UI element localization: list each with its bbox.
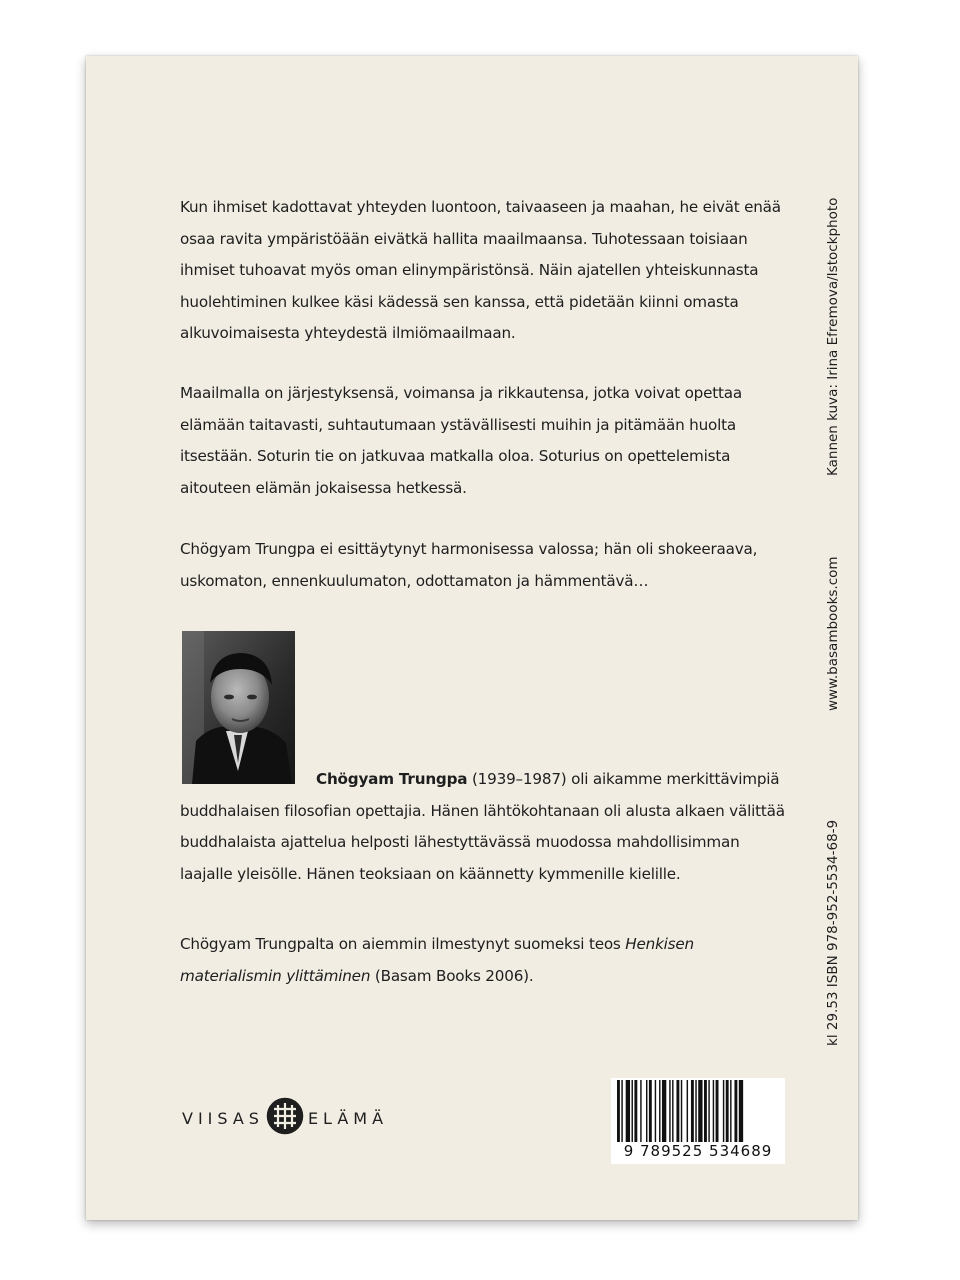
series-logo-left-word: VIISAS [182,1108,264,1128]
author-portrait-image [182,631,295,784]
endless-knot-icon [266,1097,304,1139]
author-name: Chögyam Trungpa [316,770,468,788]
barcode-bar [698,1080,702,1142]
barcode-bar [676,1080,679,1142]
author-bio [180,764,790,890]
barcode-bar [687,1080,688,1142]
barcode-bar [713,1080,714,1142]
barcode-bar [662,1080,666,1142]
barcode-bar [681,1080,682,1142]
barcode-bar [626,1080,630,1142]
publisher-url: www.basambooks.com [825,556,841,711]
barcode-bar [691,1080,694,1142]
previous-works-text-start: Chögyam Trungpalta on aiemmin ilmestynyt suomeksi teos [180,935,626,953]
barcode-bar [655,1080,656,1142]
barcode-number: 9 789525 534689 [623,1142,773,1160]
author-bio-text: (1939–1987) oli aikamme merkittävimpiä buddhalaisen filosofian opettajia. Hänen lähtökohtanaan oli alusta alkaen välittää buddhalaista ajattelua helposti lähestyttävässä muodossa mahdollisimman laajalle yleisölle. Hänen teoksiaan on käännetty kymmenille kielille. [180,770,785,883]
barcode-bar [649,1080,652,1142]
barcode-bar [695,1080,696,1142]
barcode-bar [734,1080,737,1142]
barcode-bar [708,1080,709,1142]
previous-works-text-end: (Basam Books 2006). [370,966,534,985]
series-logo [182,1098,388,1138]
cover-photo-credit: Kannen kuva: Irina Efremova/Istockphoto [825,197,841,476]
series-logo-right-word: ELÄMÄ [307,1108,389,1128]
isbn-line: kl 29.53 ISBN 978-952-5534-68-9 [825,819,841,1046]
barcode-bar [672,1080,673,1142]
blurb-paragraph-1: Kun ihmiset kadottavat yhteyden luontoon, taivaaseen ja maahan, he eivät enää osaa ravita ympäristöään eivätkä hallita maailmaansa. Tuhotessaan toisiaan ihmiset tuhoavat myös oman elinympäristönsä. Näin ajatellen yhteiskunnasta huolehtiminen kulkee käsi kädessä sen kanssa, että pidetään kiinni omasta alkuvoimaisesta yhteydestä ilmiömaailmaan. [180,198,781,342]
barcode-bar [669,1080,670,1142]
blurb-paragraph-2: Maailmalla on järjestyksensä, voimansa ja rikkautensa, jotka voivat opettaa elämään taitavasti, suhtautumaan ystävällisesti muihin ja pitämään huolta itsestään. Soturin tie on jatkuvaa matkalla oloa. Soturius on opettelemista aitouteen elämän jokaisessa hetkessä. [180,384,742,497]
book-back-cover [86,56,858,1220]
barcode-bar [634,1080,637,1142]
previous-works-paragraph [180,929,790,992]
barcode-bar [632,1080,633,1142]
barcode-bar [640,1080,641,1142]
barcode-bar [646,1080,647,1142]
barcode [611,1078,785,1164]
barcode-bar [659,1080,660,1142]
barcode-bar [726,1080,729,1142]
blurb-paragraph-3: Chögyam Trungpa ei esittäytynyt harmonisessa valossa; hän oli shokeeraava, uskomaton, ennenkuulumaton, odottamaton ja hämmentävä… [180,540,758,590]
barcode-bar [621,1080,622,1142]
barcode-bar [704,1080,707,1142]
barcode-bar [739,1080,743,1142]
barcode-bar [723,1080,724,1142]
previous-work-title: Henkisen materialismin ylittäminen [180,935,694,985]
barcode-bar [716,1080,719,1142]
barcode-bars [615,1080,781,1146]
author-photo [182,631,295,784]
barcode-bar [617,1080,620,1142]
barcode-bar [730,1080,731,1142]
